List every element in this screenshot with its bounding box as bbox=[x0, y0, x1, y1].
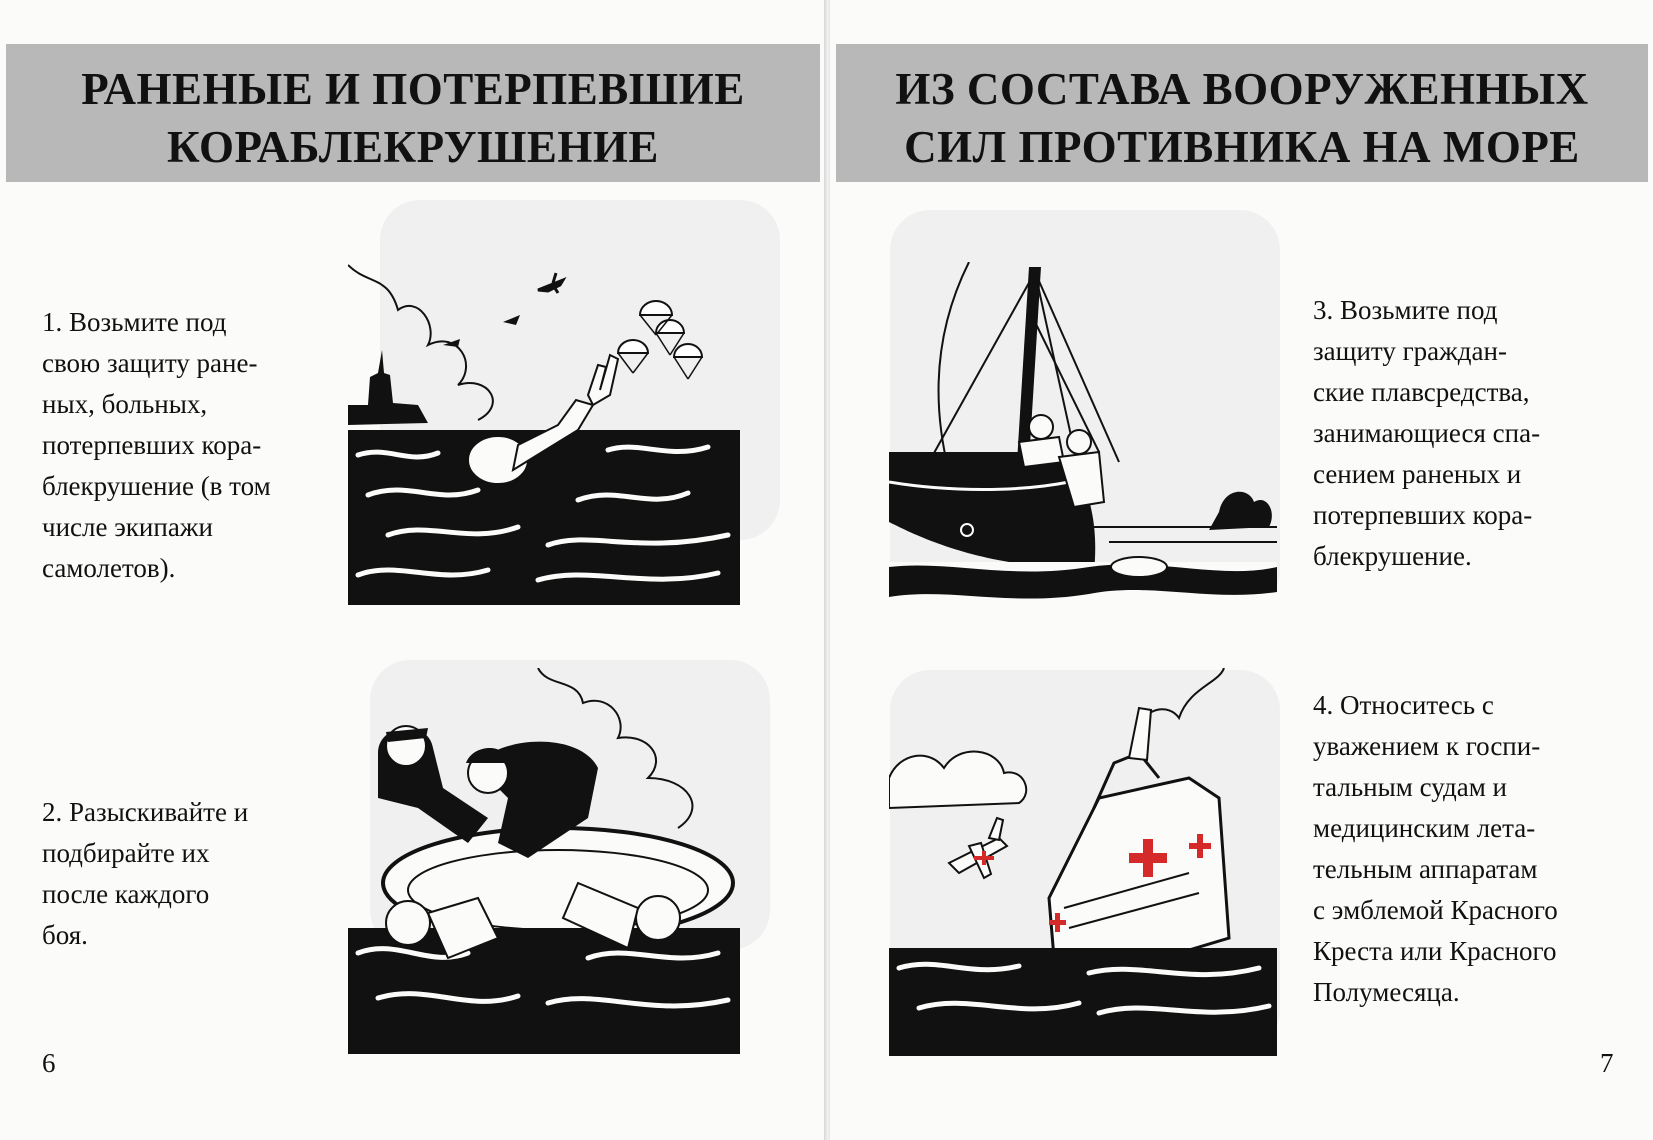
right-heading-line2: СИЛ ПРОТИВНИКА НА МОРЕ bbox=[904, 122, 1580, 172]
illustration-rescue-boat bbox=[348, 668, 740, 1054]
illustration-sailboat-rescue bbox=[889, 262, 1277, 612]
illustration-drowning-sailor bbox=[348, 255, 740, 605]
left-page-heading bbox=[6, 44, 820, 176]
left-page bbox=[0, 0, 826, 1140]
left-heading-line2: КОРАБЛЕКРУШЕНИЕ bbox=[167, 122, 659, 172]
left-heading-line1: РАНЕНЫЕ И ПОТЕРПЕВШИЕ bbox=[81, 64, 745, 114]
instruction-item-3: 3. Возьмите под защиту граждан- ские плавсредства, занимающиеся спа- сением раненых и потерпевших кора- блекрушение. bbox=[1313, 295, 1541, 571]
right-page-heading bbox=[836, 44, 1648, 176]
instruction-item-1: 1. Возьмите под свою защиту ране- ных, больных, потерпевших кора- блекрушение (в том числе экипажи самолетов). bbox=[42, 307, 271, 583]
right-heading-banner bbox=[836, 44, 1648, 182]
page-number-right: 7 bbox=[1600, 1048, 1614, 1078]
right-heading-line1: ИЗ СОСТАВА ВООРУЖЕННЫХ bbox=[895, 64, 1589, 114]
illustration-hospital-ship bbox=[889, 668, 1277, 1056]
left-heading-banner bbox=[6, 44, 820, 182]
right-page bbox=[830, 0, 1653, 1140]
instruction-item-2: 2. Разыскивайте и подбирайте их после каждого боя. bbox=[42, 797, 249, 950]
instruction-item-4: 4. Относитесь с уважением к госпи- тальным судам и медицинским лета- тельным аппаратам с эмблемой Красного Креста или Красного Полумесяца. bbox=[1313, 690, 1558, 1007]
page-number-left: 6 bbox=[42, 1048, 56, 1078]
